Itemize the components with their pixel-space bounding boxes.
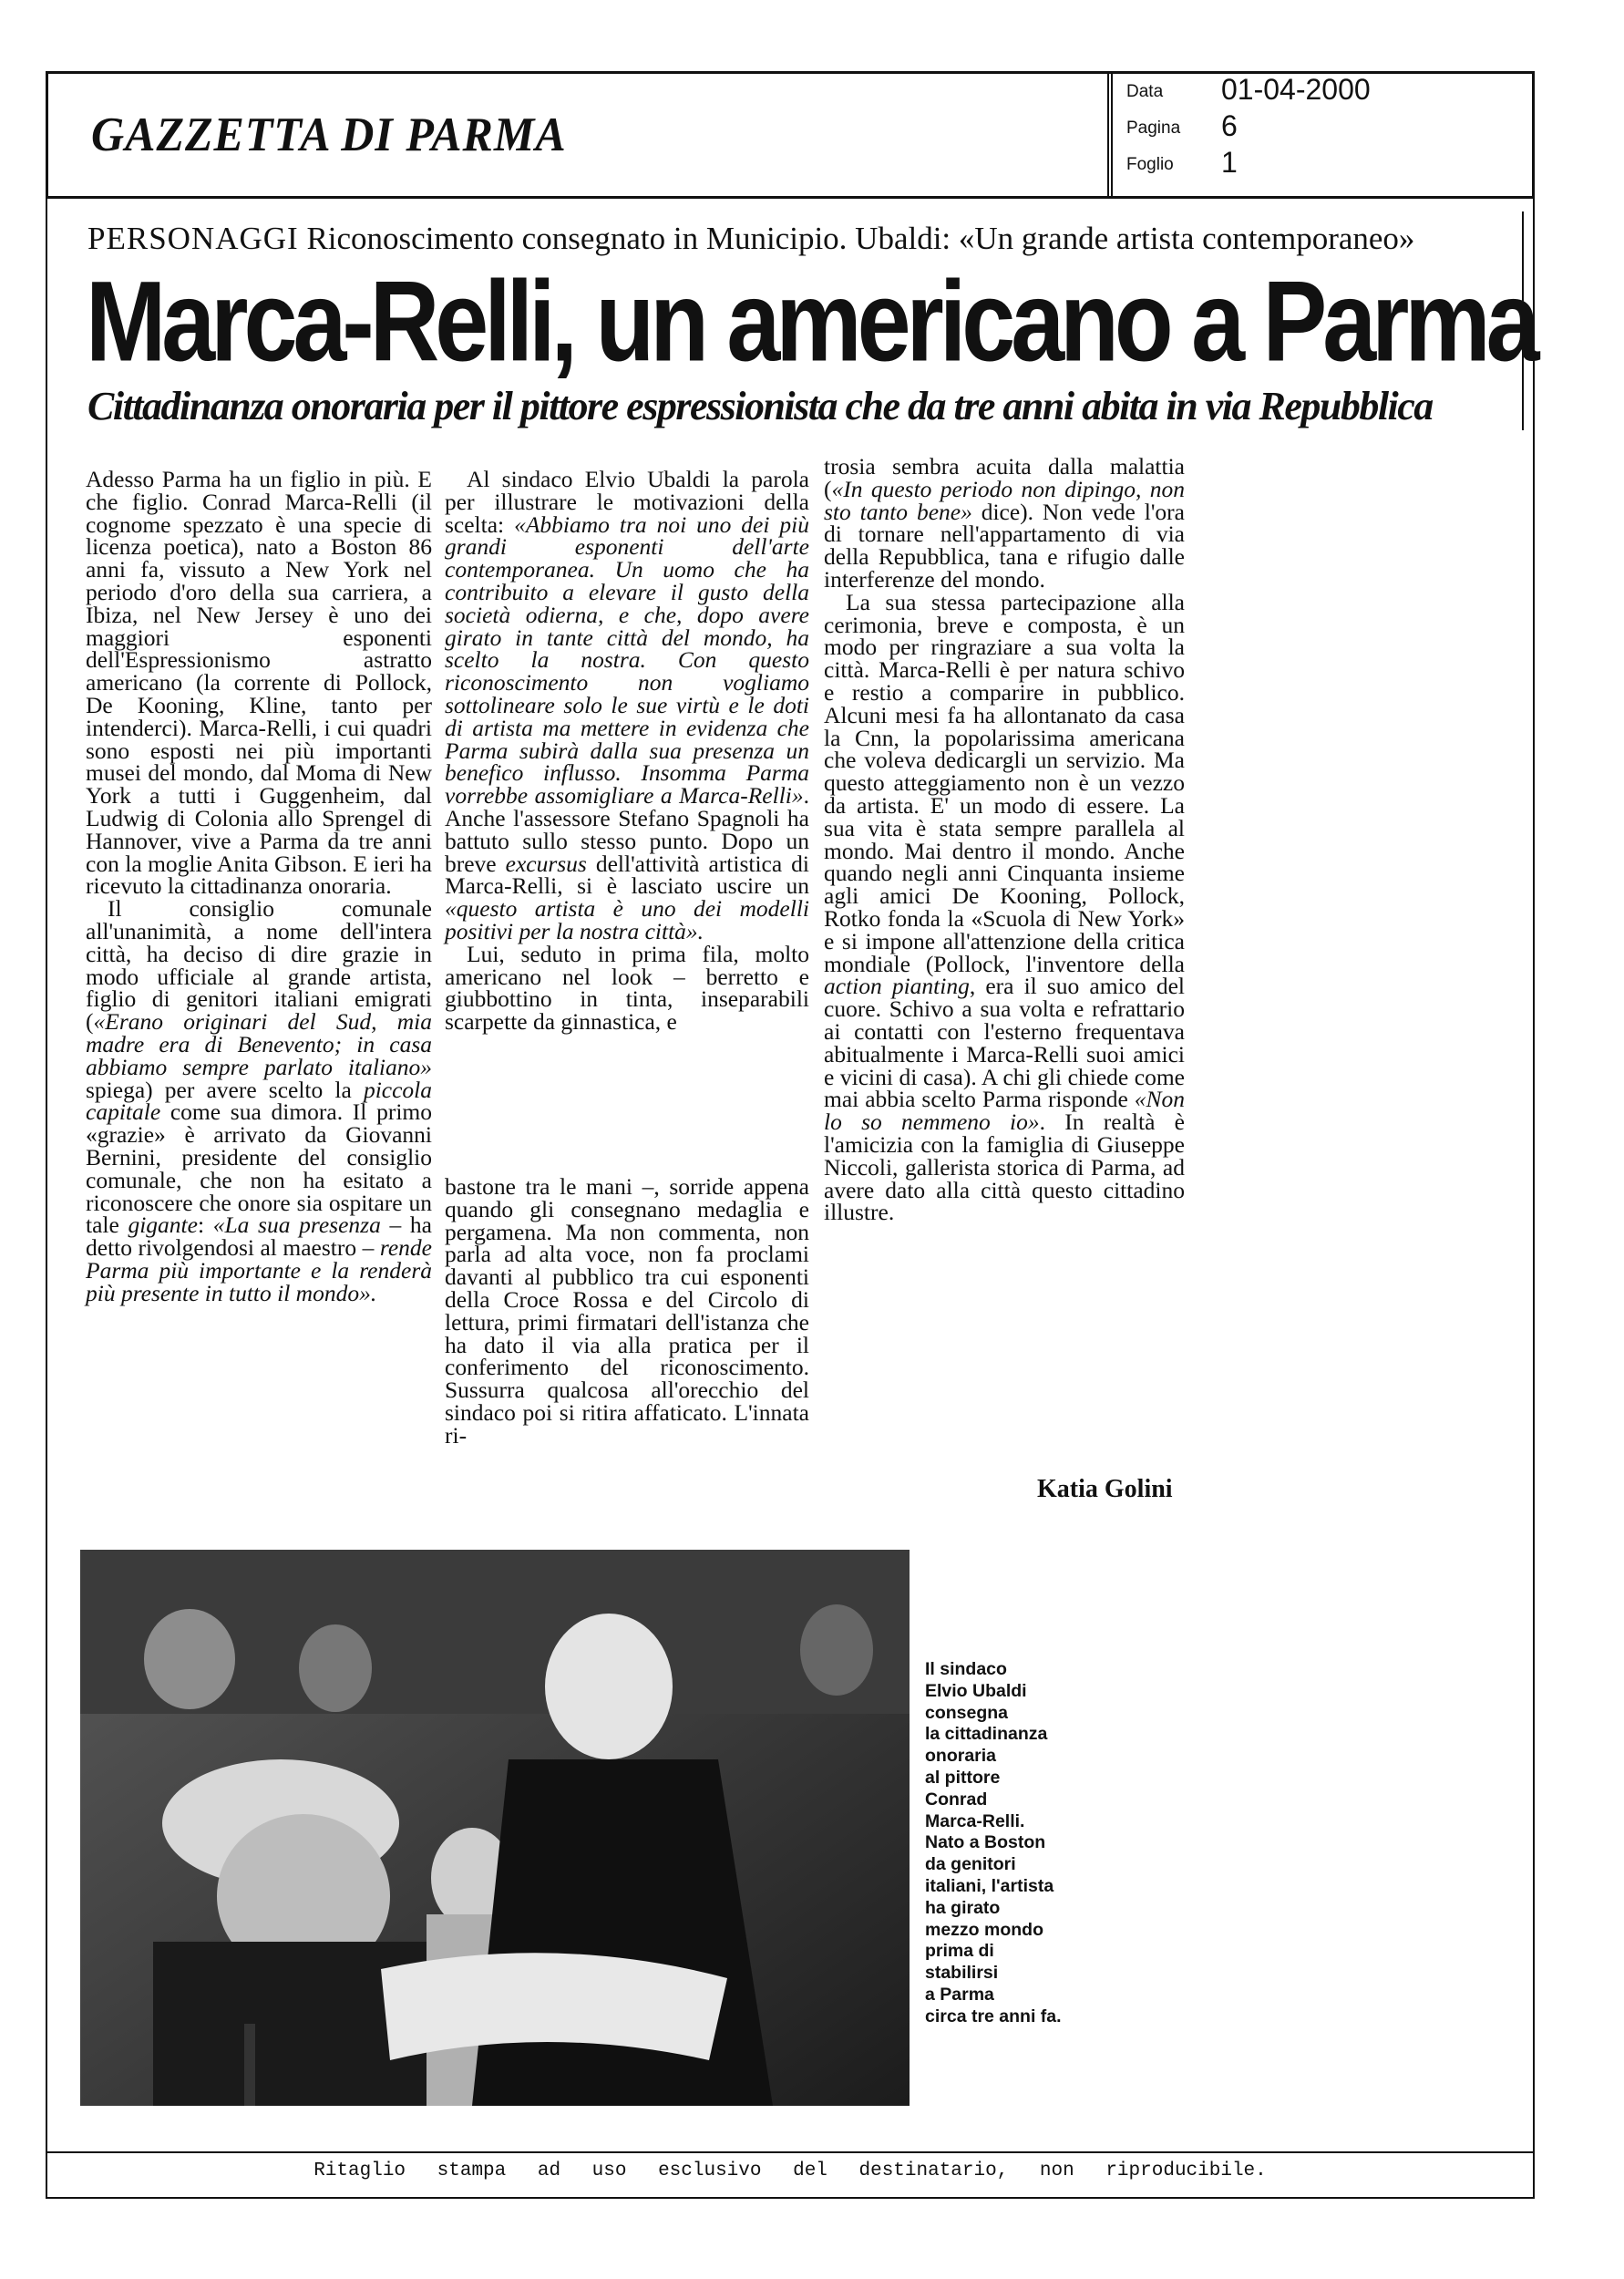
paragraph: La sua stessa partecipazione alla cerimonia, breve e composta, è un modo per ringraziare a sua volta la città. Marca-Relli è per natura schivo e restio a comparire in pubblico. Alcuni mesi fa ha allontanato da casa la Cnn, la popolarissima americana che voleva dedicargli un servizio. Ma questo atteggiamento non è un vezzo da artista. E' un modo di essere. La sua vita è stata sempre parallela al mondo. Mai dentro il mondo. Anche quando negli anni Cinquanta insieme agli amici De Kooning, Pollock, Rotko fonda la «Scuola di New York» e si impone all'attenzione della critica mondiale (Pollock, l'inventore della action pianting, era il suo amico del cuore. Schivo a sua volta e refrattario ai contatti con l'esterno frequentava abitualmente i Marca-Relli suoi amici e vicini di casa). A chi gli chiede come mai abbia scelto Parma risponde «Non lo so nemmeno io». In realtà è l'amicizia con la famiglia di Giuseppe Niccoli, gallerista storica di Parma, ad avere dato alla città questo cittadino illustre. [824,588,1185,1226]
headline: Marca-Relli, un americano a Parma [86,258,1536,386]
paragraph: bastone tra le mani –, sorride appena quando gli consegnano medaglia e pergamena. Ma non commenta, non parla ad alta voce, non fa proclami davanti al pubblico tra cui esponenti della Croce Rossa e del Circolo di lettura, primi firmatari dell'istanza che ha dato il via alla pratica per il conferimento del riconoscimento. Sussurra qualcosa all'orecchio del sindaco poi si ritira affaticato. L'innata ri- [445,1173,809,1449]
sheet-value: 1 [1221,146,1238,179]
kicker-section: PERSONAGGI [87,221,299,256]
kicker-text: Riconoscimento consegnato in Municipio. Ubaldi: «Un grande artista contemporaneo» [306,221,1415,256]
page-label: Pagina [1126,119,1181,138]
paragraph: Adesso Parma ha un figlio in più. E che figlio. Conrad Marca-Relli (il cognome spezzato è una specie di licenza poetica), nato a Boston 86 anni fa, vissuto a New York nel periodo d'oro della sua carriera, a Ibiza, nel New Jersey è uno dei maggiori esponenti dell'Espressionismo astratto americano (la corrente di Pollock, De Kooning, Kline, tanto per intenderci). Marca-Relli, i cui quadri sono esposti nei più importanti musei del mondo, dal Moma di New York a tutti i Guggenheim, dal Ludwig di Colonia allo Sprengel di Hannover, vive a Parma da tre anni con la moglie Anita Gibson. E ieri ha ricevuto la cittadinanza onoraria. [86,466,432,900]
footer-notice: Ritaglio stampa ad uso esclusivo del destinatario, non riproducibile. [313,2160,1267,2181]
news-photo [80,1550,910,2106]
date-label: Data [1126,82,1164,101]
article-column-2-continued [445,1173,809,1449]
paragraph: Il consiglio comunale all'unanimità, a nome dell'intera città, ha deciso di dire grazie in modo ufficiale al grande artista, figlio di genitori italiani emigrati («Erano originari del Sud, mia madre era di Benevento; in casa abbiamo sempre parlato italiano» spiega) per avere scelto la piccola capitale come sua dimora. Il primo «grazie» è arrivato da Giovanni Bernini, presidente del consiglio comunale, che non ha esitato a riconoscere che onore sia ospitare un tale gigante: «La sua presenza – ha detto rivolgendosi al maestro – rende Parma più importante e la renderà più presente in tutto il mondo». [86,895,432,1306]
article-column-1 [86,466,432,1306]
footer-rule [46,2151,1535,2153]
page-value: 6 [1221,109,1238,142]
paragraph: Lui, seduto in prima fila, molto americano nel look – berretto e giubbottino in tinta, inseparabili scarpette da ginnastica, e [445,940,809,1036]
masthead-logo: GAZZETTA DI PARMA [91,107,567,161]
sheet-label: Foglio [1126,155,1174,174]
photo-caption: Il sindaco Elvio Ubaldi consegna la cittadinanza onoraria al pittore Conrad Marca-Relli. Nato a Boston da genitori italiani, l'artista ha girato mezzo mondo prima di stabilirsi a Parma circa tre anni fa. [925,1659,1062,2026]
paragraph: Al sindaco Elvio Ubaldi la parola per illustrare le motivazioni della scelta: «Abbiamo tra noi uno dei più grandi esponenti dell'arte contemporanea. Un uomo che ha contribuito a elevare il gusto della società odierna, e che, dopo avere girato in tante città del mondo, ha scelto la nostra. Con questo riconoscimento non vogliamo sottolineare solo le sue virtù e le doti di artista ma mettere in evidenza che Parma subirà dalla sua presenza un benefico influsso. Insomma Parma vorrebbe assomigliare a Marca-Relli». Anche l'assessore Stefano Spagnoli ha battuto sullo stesso punto. Dopo un breve excursus dell'attività artistica di Marca-Relli, si è lasciato uscire un «questo artista è uno dei modelli positivi per la nostra città». [445,466,809,944]
article-column-2 [445,466,809,1036]
subheadline: Cittadinanza onoraria per il pittore espressionista che da tre anni abita in via Repubblica [87,384,1433,428]
header-divider [1107,71,1113,199]
byline: Katia Golini [1037,1475,1173,1503]
kicker [87,221,1414,257]
photo-illustration [80,1550,910,2106]
date-value: 01-04-2000 [1221,73,1371,106]
article-column-3 [824,453,1185,1226]
paragraph: trosia sembra acuita dalla malattia («In questo periodo non dipingo, non sto tanto bene» dice). Non vede l'ora di tornare nell'appartamento di via della Repubblica, tana e rifugio dalle interferenze del mondo. [824,453,1185,593]
